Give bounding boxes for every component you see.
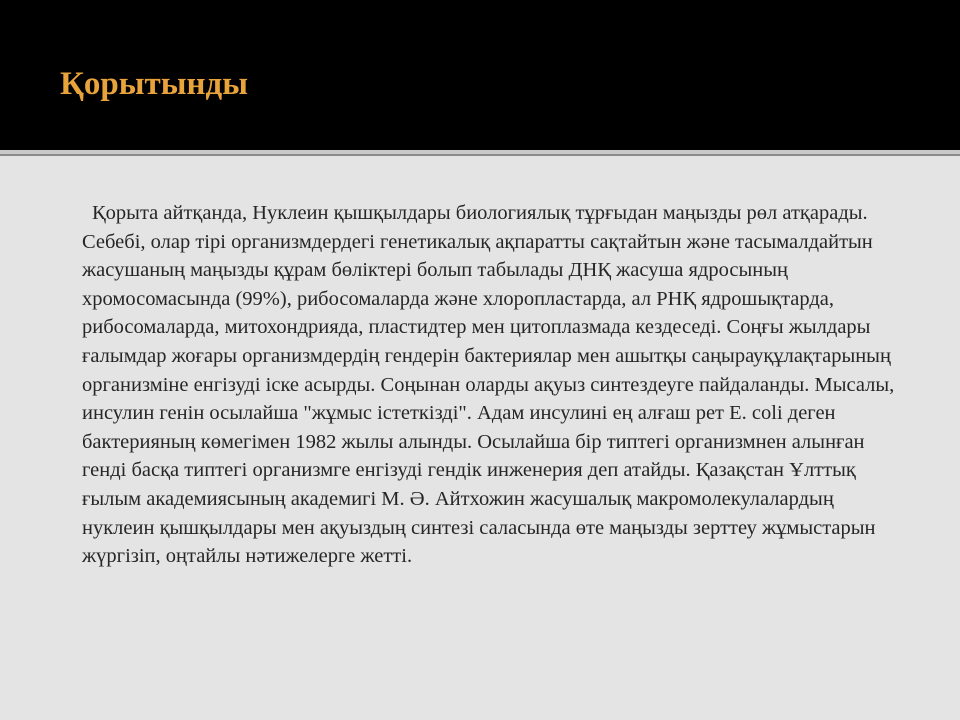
body-paragraph: Қорыта айтқанда, Нуклеин қышқылдары биологиялық тұрғыдан маңызды рөл атқарады. Себебі, олар тірі организмдердегі генетикалық ақпаратты сақтайтын және тасымалдайтын жасушаның маңызды құрам бөліктері болып табылады ДНҚ жасуша ядросының хромосомасында (99%), рибосомаларда және хлоропластарда, ал РНҚ ядрошықтарда, рибосомаларда, митохондрияда, пластидтер мен цитоплазмада кездеседі. Соңғы жылдары ғалымдар жоғары организмдердің гендерін бактериялар мен ашытқы саңырауқұлақтарының организміне енгізуді іске асырды. Соңынан оларды ақуыз синтездеуге пайдаланды. Мысалы, инсулин генін осылайша "жұмыс істеткізді". Адам инсулині ең алғаш рет E. coli деген бактерияның көмегімен 1982 жылы алынды. Осылайша бір типтегі организмнен алынған генді басқа типтегі организмге енгізуді гендік инженерия деп атайды. Қазақстан Ұлттық ғылым академиясының академигі М. Ә. Айтхожин жасушалық макромолекулалардың нуклеин қышқылдары мен ақуыздың синтезі саласында өте маңызды зерттеу жұмыстарын жүргізіп, оңтайлы нәтижелерге жетті. (82, 202, 895, 568)
title-band (0, 0, 960, 150)
slide-title: Қорытынды (60, 66, 248, 102)
content-area (0, 156, 960, 720)
